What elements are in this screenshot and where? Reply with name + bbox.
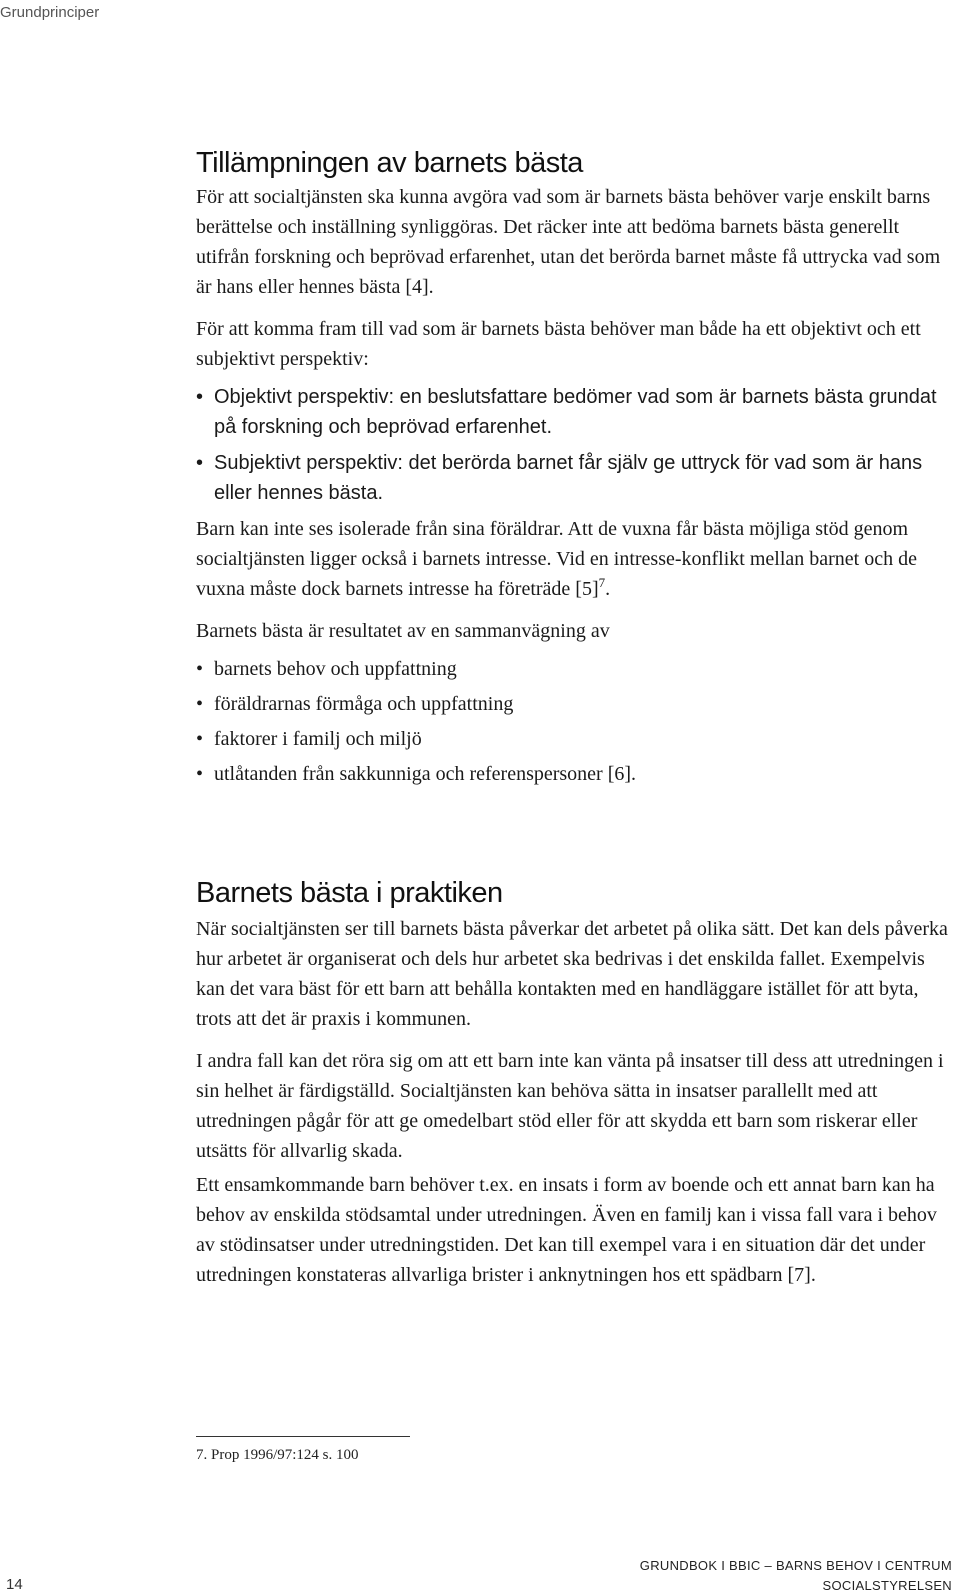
list-item xyxy=(196,724,948,754)
bullet-icon: • xyxy=(196,658,204,680)
list-item-text: faktorer i familj och miljö xyxy=(214,728,422,750)
list-item-text: Subjektivt perspektiv: det berörda barnet får själv ge uttryck för vad som är hans eller hennes bästa. xyxy=(214,452,923,504)
list-item xyxy=(196,448,948,508)
paragraph: Barnets bästa är resultatet av en sammanvägning av xyxy=(196,620,610,642)
paragraph: För att komma fram till vad som är barnets bästa behöver man både ha ett objektivt och ett subjektivt perspektiv: xyxy=(196,318,921,370)
list-item xyxy=(196,382,948,442)
section-heading: Barnets bästa i praktiken xyxy=(196,877,503,909)
footnote-reference: 7 xyxy=(598,575,606,590)
bullet-icon: • xyxy=(196,728,204,750)
page-footer xyxy=(640,1556,952,1596)
section-application-of-child-best-interest xyxy=(196,144,948,795)
footnote: 7. Prop 1996/97:124 s. 100 xyxy=(196,1447,359,1463)
list-item-text: Objektivt perspektiv: en beslutsfattare bedömer vad som är barnets bästa grundat på forskning och beprövad erfarenhet. xyxy=(214,386,937,438)
list-item xyxy=(196,654,948,684)
list-item xyxy=(196,759,948,789)
footnote-divider xyxy=(196,1436,410,1437)
bullet-icon: • xyxy=(196,452,204,474)
perspective-list xyxy=(196,382,948,508)
list-item-text: utlåtanden från sakkunniga och referenspersoner [6]. xyxy=(214,763,637,785)
footer-publication-title: GRUNDBOK I BBIC – BARNS BEHOV I CENTRUM xyxy=(639,1558,952,1573)
paragraph: I andra fall kan det röra sig om att ett barn inte kan vänta på insatser till dess att utredningen i sin helhet är färdigställd. Socialtjänsten kan behöva sätta in insatser parallellt med att utredningen pågår för att ge omedelbart stöd eller för att skydda ett barn som riskerar eller utsätts för allvarlig skada. xyxy=(196,1050,944,1162)
paragraph: För att socialtjänsten ska kunna avgöra vad som är barnets bästa behöver varje enskilt barns berättelse och inställning synliggöras. Det räcker inte att bedöma barnets bästa generellt utifrån forskning och beprövad erfarenhet, utan det berörda barnet måste få uttrycka vad som är hans eller hennes bästa [4]. xyxy=(196,186,941,298)
paragraph xyxy=(196,514,948,604)
bullet-icon: • xyxy=(196,763,204,785)
running-head: Grundprinciper xyxy=(0,4,100,21)
section-child-best-interest-in-practice xyxy=(196,874,948,1302)
weighing-list xyxy=(196,654,948,789)
paragraph: När socialtjänsten ser till barnets bästa påverkar det arbetet på olika sätt. Det kan dels påverka hur arbetet är organiserat och dels hur arbetet ska bedrivas i det enskilda fallet. Exempelvis kan det vara bäst för ett barn att behålla kontakten med en handläggare istället för att byta, trots att det är praxis i kommunen. xyxy=(196,918,948,1030)
section-heading: Tillämpningen av barnets bästa xyxy=(196,147,583,179)
bullet-icon: • xyxy=(196,386,204,408)
list-item xyxy=(196,689,948,719)
paragraph-end: . xyxy=(605,578,611,600)
paragraph: Ett ensamkommande barn behöver t.ex. en insats i form av boende och ett annat barn kan ha behov av enskilda stödsamtal under utredningen. Även en familj kan i vissa fall vara i behov av stödinsatser under utredningstiden. Det kan till exempel vara i en situation där det under utredningen konstateras allvarliga brister i anknytningen hos ett spädbarn [7]. xyxy=(196,1174,937,1286)
bullet-icon: • xyxy=(196,693,204,715)
footer-publisher: SOCIALSTYRELSEN xyxy=(822,1578,952,1593)
paragraph-text: Barn kan inte ses isolerade från sina föräldrar. Att de vuxna får bästa möjliga stöd genom socialtjänsten ligger också i barnets intresse. Vid en intresse-konflikt mellan barnet och de vuxna måste dock barnets intresse ha företräde [5] xyxy=(196,518,917,600)
list-item-text: barnets behov och uppfattning xyxy=(214,658,457,680)
page-number: 14 xyxy=(6,1576,23,1593)
list-item-text: föräldrarnas förmåga och uppfattning xyxy=(214,693,514,715)
